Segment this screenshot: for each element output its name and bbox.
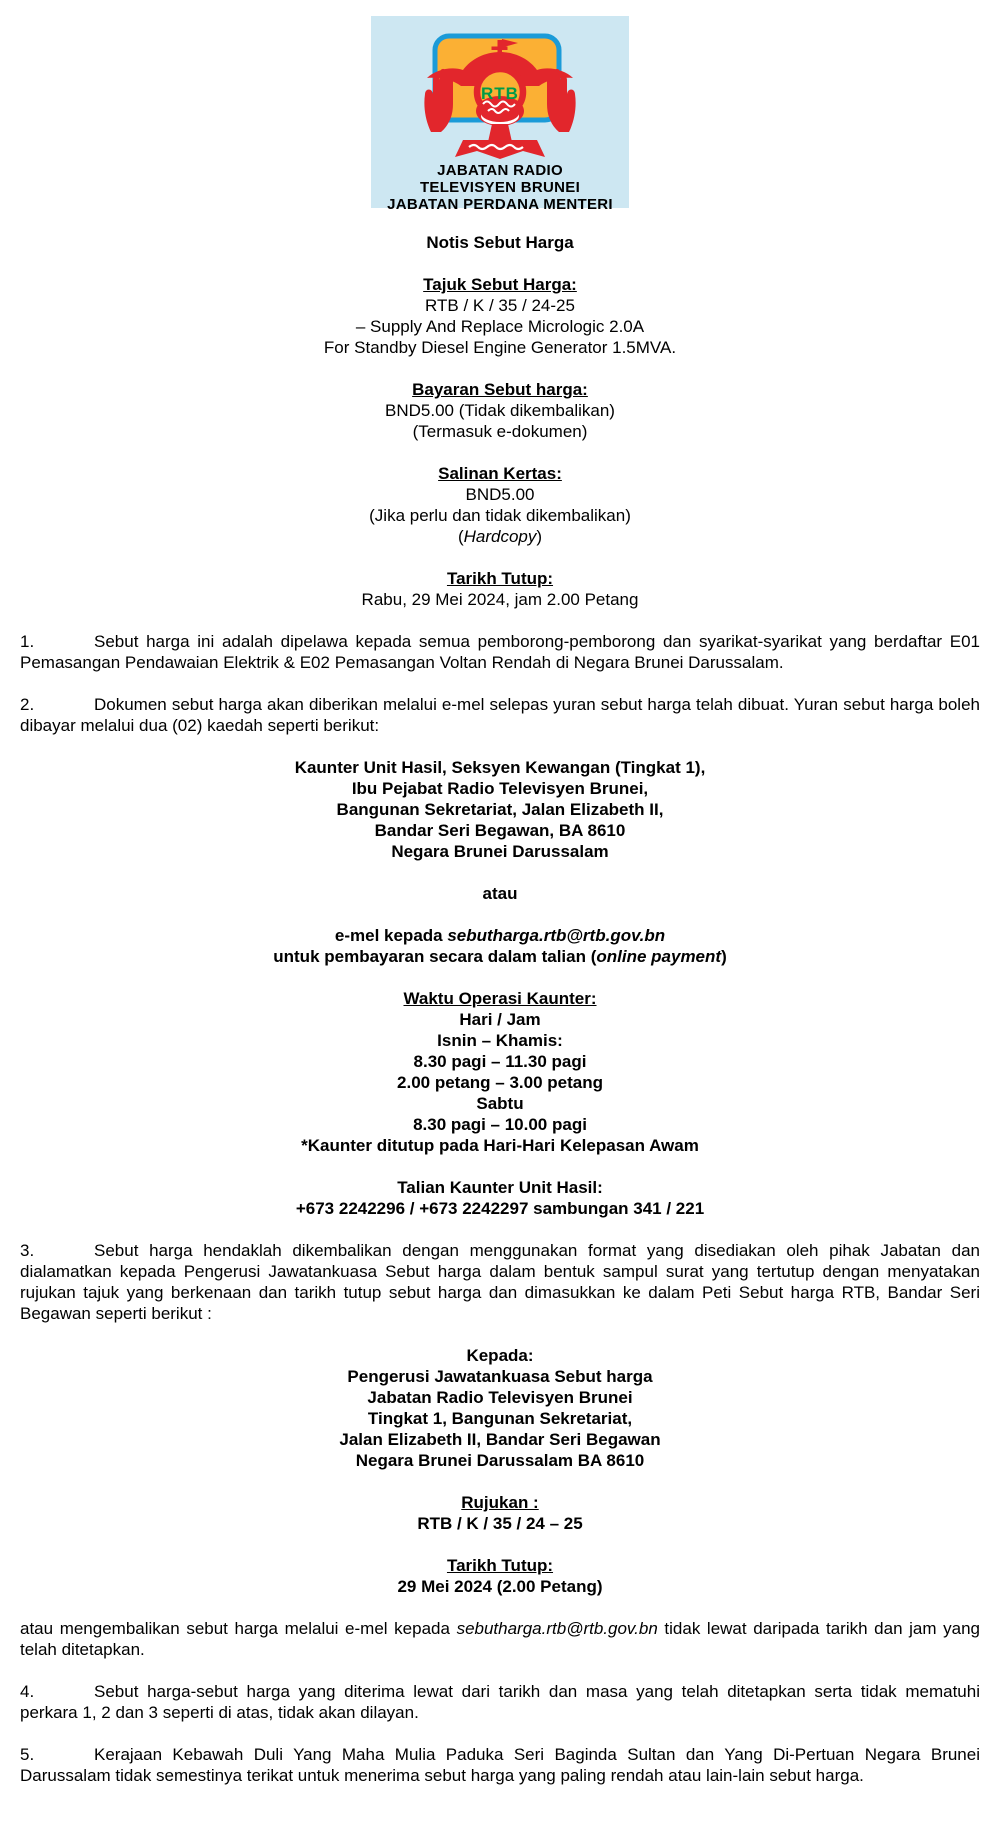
salinan-line-2: (Jika perlu dan tidak dikembalikan) <box>369 506 631 525</box>
tajuk-section <box>0 274 1000 358</box>
rujukan-ref: RTB / K / 35 / 24 – 25 <box>417 1514 583 1533</box>
waktu-line-pagi: 8.30 pagi – 11.30 pagi <box>413 1052 587 1071</box>
email-address-inline: sebutharga.rtb@rtb.gov.bn <box>456 1619 658 1638</box>
talian-heading: Talian Kaunter Unit Hasil: <box>397 1178 603 1197</box>
org-name-line-2: TELEVISYEN BRUNEI <box>419 179 581 196</box>
kepada-line-5: Negara Brunei Darussalam BA 8610 <box>355 1451 645 1470</box>
waktu-line-sabtu-jam: 8.30 pagi – 10.00 pagi <box>413 1115 587 1134</box>
salinan-section <box>0 463 1000 547</box>
paragraph-4 <box>20 1681 980 1723</box>
kaunter-address <box>0 757 1000 862</box>
kaunter-address-line-3: Bangunan Sekretariat, Jalan Elizabeth II, <box>336 800 664 819</box>
bayaran-heading: Bayaran Sebut harga: <box>412 380 588 399</box>
waktu-line-petang: 2.00 petang – 3.00 petang <box>397 1073 603 1092</box>
waktu-line-sabtu: Sabtu <box>476 1094 524 1113</box>
paragraph-2 <box>20 694 980 736</box>
salinan-heading: Salinan Kertas: <box>438 464 562 483</box>
paragraph-5 <box>20 1744 980 1786</box>
paragraph-4-number: 4. <box>20 1682 35 1701</box>
kepada-line-1: Pengerusi Jawatankuasa Sebut harga <box>347 1367 653 1386</box>
bayaran-section <box>0 379 1000 442</box>
org-name-line-1: JABATAN RADIO <box>437 162 563 179</box>
waktu-line-hari-jam: Hari / Jam <box>459 1010 541 1029</box>
tarikh-tutup-1-value: Rabu, 29 Mei 2024, jam 2.00 Petang <box>361 590 639 609</box>
rujukan-heading: Rujukan : <box>461 1493 539 1512</box>
paragraph-2-text: Dokumen sebut harga akan diberikan melalui e-mel selepas yuran sebut harga telah dibuat. Yuran sebut harga boleh dibayar melalui dua (02) kaedah seperti berikut: <box>20 695 980 735</box>
kepada-address <box>0 1345 1000 1471</box>
page-title: Notis Sebut Harga <box>426 233 574 252</box>
paragraph-4-text: Sebut harga-sebut harga yang diterima lewat dari tarikh dan masa yang telah ditetapkan serta tidak mematuhi perkara 1, 2 dan 3 seperti di atas, tidak akan dilayan. <box>20 1682 980 1722</box>
tarikh-tutup-1-section <box>0 568 1000 610</box>
kaunter-address-line-5: Negara Brunei Darussalam <box>391 842 609 861</box>
kepada-line-4: Jalan Elizabeth II, Bandar Seri Begawan <box>339 1430 661 1449</box>
waktu-operasi-section <box>0 988 1000 1156</box>
rtb-logo-letters: RTB <box>481 84 519 103</box>
org-name <box>371 162 629 213</box>
paragraph-1 <box>20 631 980 673</box>
waktu-line-isnin-khamis: Isnin – Khamis: <box>437 1031 563 1050</box>
salinan-line-1: BND5.00 <box>465 485 535 504</box>
paragraph-3-text: Sebut harga hendaklah dikembalikan dengan menggunakan format yang disediakan oleh pihak Jabatan dan dialamatkan kepada Pengerusi Jawatankuasa Sebut harga dalam bentuk sampul surat yang tertutup dengan menyatakan rujukan tajuk yang berkenaan dan tarikh tutup sebut harga dan dimasukkan ke dalam Peti Sebut harga RTB, Bandar Seri Begawan seperti berikut : <box>20 1241 980 1323</box>
paragraph-3-number: 3. <box>20 1241 35 1260</box>
tajuk-heading: Tajuk Sebut Harga: <box>423 275 577 294</box>
talian-section <box>0 1177 1000 1219</box>
tarikh-tutup-2-section <box>0 1555 1000 1597</box>
rtb-logo <box>371 16 629 213</box>
online-payment-line: untuk pembayaran secara dalam talian (online payment) <box>273 947 727 966</box>
paragraph-5-text: Kerajaan Kebawah Duli Yang Maha Mulia Paduka Seri Baginda Sultan dan Yang Di-Pertuan Negara Brunei Darussalam tidak semestinya terikat untuk menerima sebut harga yang paling rendah atau lain-lain sebut harga. <box>20 1745 980 1785</box>
kaunter-address-line-4: Bandar Seri Begawan, BA 8610 <box>374 821 626 840</box>
kaunter-address-line-1: Kaunter Unit Hasil, Seksyen Kewangan (Tingkat 1), <box>294 758 706 777</box>
kepada-line-2: Jabatan Radio Televisyen Brunei <box>367 1388 633 1407</box>
bayaran-line-1: BND5.00 (Tidak dikembalikan) <box>385 401 615 420</box>
tarikh-tutup-2-value: 29 Mei 2024 (2.00 Petang) <box>397 1577 603 1596</box>
tarikh-tutup-1-heading: Tarikh Tutup: <box>446 569 554 588</box>
talian-numbers: +673 2242296 / +673 2242297 sambungan 341 / 221 <box>295 1199 705 1218</box>
bayaran-line-2: (Termasuk e-dokumen) <box>412 422 588 441</box>
waktu-line-nota: *Kaunter ditutup pada Hari-Hari Kelepasan Awam <box>301 1136 699 1155</box>
waktu-operasi-heading: Waktu Operasi Kaunter: <box>403 989 597 1008</box>
atau-separator: atau <box>482 884 518 903</box>
rujukan-section <box>0 1492 1000 1534</box>
salinan-line-3: (Hardcopy) <box>457 527 543 546</box>
tarikh-tutup-2-heading: Tarikh Tutup: <box>446 1556 554 1575</box>
email-line: e-mel kepada sebutharga.rtb@rtb.gov.bn <box>334 926 666 945</box>
paragraph-3 <box>20 1240 980 1324</box>
rtb-emblem-graphic <box>371 16 629 161</box>
paragraph-1-number: 1. <box>20 632 35 651</box>
paragraph-5-number: 5. <box>20 1745 35 1764</box>
email-payment-block <box>0 925 1000 967</box>
kepada-heading: Kepada: <box>466 1346 534 1365</box>
paragraph-1-text: Sebut harga ini adalah dipelawa kepada semua pemborong-pemborong dan syarikat-syarikat yang berdaftar E01 Pemasangan Pendawaian Elektrik & E02 Pemasangan Voltan Rendah di Negara Brunei Darussalam. <box>20 632 980 672</box>
email-address: sebutharga.rtb@rtb.gov.bn <box>447 926 666 945</box>
org-name-line-3: JABATAN PERDANA MENTERI <box>387 196 613 213</box>
kaunter-address-line-2: Ibu Pejabat Radio Televisyen Brunei, <box>351 779 649 798</box>
paragraph-2-number: 2. <box>20 695 35 714</box>
tajuk-line-1: – Supply And Replace Micrologic 2.0A <box>355 317 645 336</box>
tajuk-ref: RTB / K / 35 / 24-25 <box>425 296 575 315</box>
paragraph-atau-email: atau mengembalikan sebut harga melalui e-mel kepada sebutharga.rtb@rtb.gov.bn tidak lewat daripada tarikh dan jam yang telah ditetapkan. <box>20 1619 980 1659</box>
kepada-line-3: Tingkat 1, Bangunan Sekretariat, <box>367 1409 633 1428</box>
tajuk-line-2: For Standby Diesel Engine Generator 1.5MVA. <box>323 338 677 357</box>
